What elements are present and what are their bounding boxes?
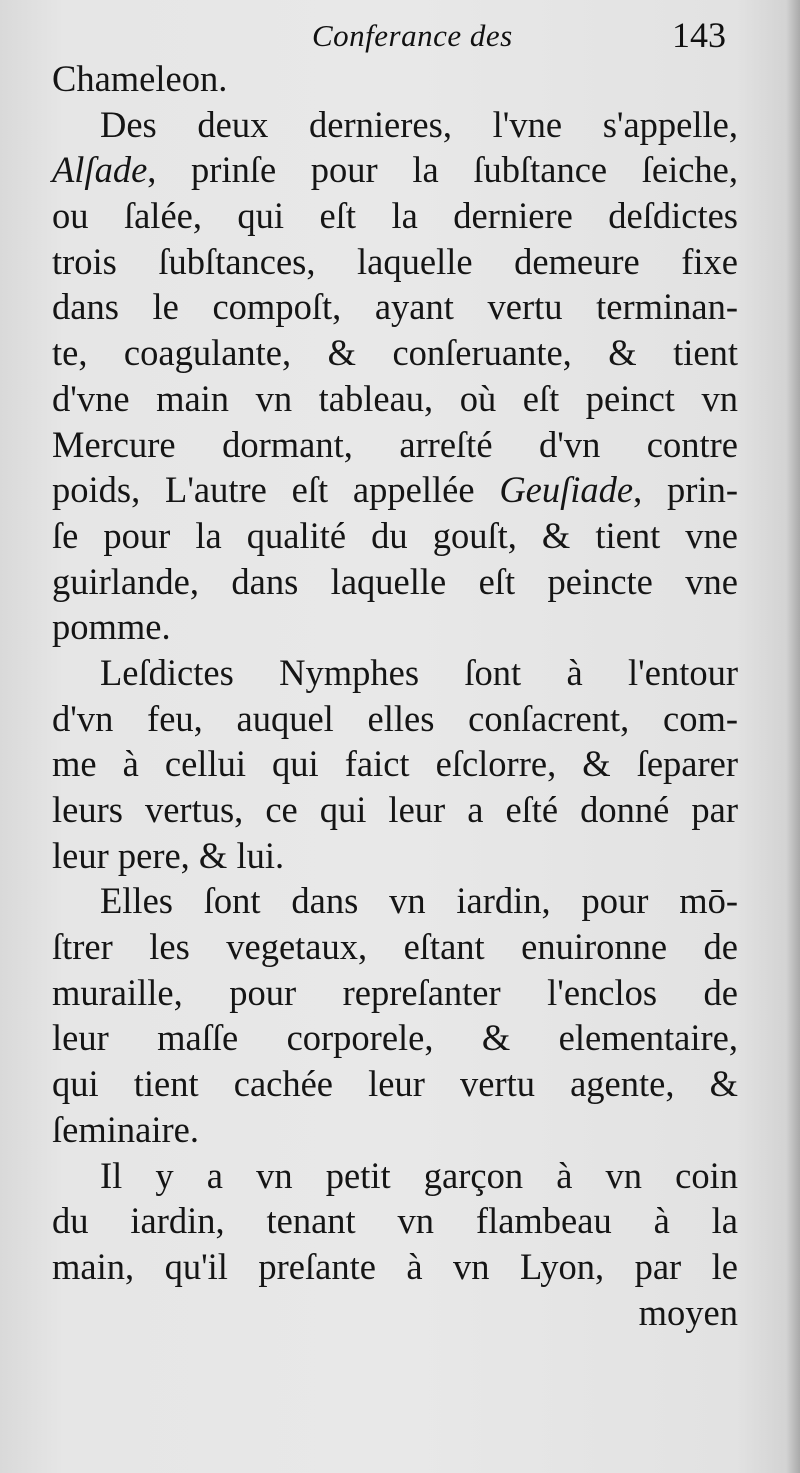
text-line: Des deux dernieres, l'vne s'appelle, xyxy=(100,103,738,145)
text-line: ſtrer les vegetaux, eſtant enuironne de xyxy=(52,926,738,968)
text-line: ou ſalée, qui eſt la derniere deſdictes xyxy=(52,195,738,237)
text-line: pomme. xyxy=(52,606,171,648)
text-line: me à cellui qui faict eſclorre, & ſeparer xyxy=(52,743,738,785)
text-line: Il y a vn petit garçon à vn coin xyxy=(100,1154,738,1196)
text-line: dans le compoſt, ayant vertu terminan- xyxy=(52,286,738,328)
text-line: leur maſſe corporele, & elementaire, xyxy=(52,1017,738,1059)
text-line: leur pere, & lui. xyxy=(52,834,285,876)
catchword: moyen xyxy=(638,1291,738,1333)
text-line: ſe pour la qualité du gouſt, & tient vne xyxy=(52,514,738,556)
text-line: Leſdictes Nymphes ſont à l'entour xyxy=(100,651,738,693)
text-line: trois ſubſtances, laquelle demeure fixe xyxy=(52,240,738,282)
italic-term: Geuſiade xyxy=(499,469,634,511)
text-line: Alſade, prinſe pour la ſubſtance ſeiche, xyxy=(52,149,738,191)
text-line: d'vn feu, auquel elles conſacrent, com- xyxy=(52,697,738,739)
page-edge-shadow xyxy=(786,0,800,1473)
text-line: guirlande, dans laquelle eſt peincte vne xyxy=(52,560,738,602)
text-line: te, coagulante, & conſeruante, & tient xyxy=(52,332,738,374)
text-line: qui tient cachée leur vertu agente, & xyxy=(52,1063,738,1105)
text-line: du iardin, tenant vn flambeau à la xyxy=(52,1200,738,1242)
text-line: muraille, pour repreſanter l'enclos de xyxy=(52,971,738,1013)
text-line: leurs vertus, ce qui leur a eſté donné par xyxy=(52,789,738,830)
page-number: 143 xyxy=(672,15,726,55)
text-line: poids, L'autre eſt appellée Geuſiade, prin- xyxy=(52,469,739,511)
body-text xyxy=(52,56,738,1335)
text-line: Elles ſont dans vn iardin, pour mō- xyxy=(100,880,738,922)
text-line: Chameleon. xyxy=(52,58,228,99)
text-line: main, qu'il preſante à vn Lyon, par le xyxy=(52,1245,738,1287)
text-line: ſeminaire. xyxy=(52,1108,199,1150)
text-line: Mercure dormant, arreſté d'vn contre xyxy=(52,423,738,465)
italic-term: Alſade xyxy=(52,149,148,191)
text-line: d'vne main vn tableau, où eſt peinct vn xyxy=(52,377,738,419)
running-title: Conferance des xyxy=(312,18,513,53)
